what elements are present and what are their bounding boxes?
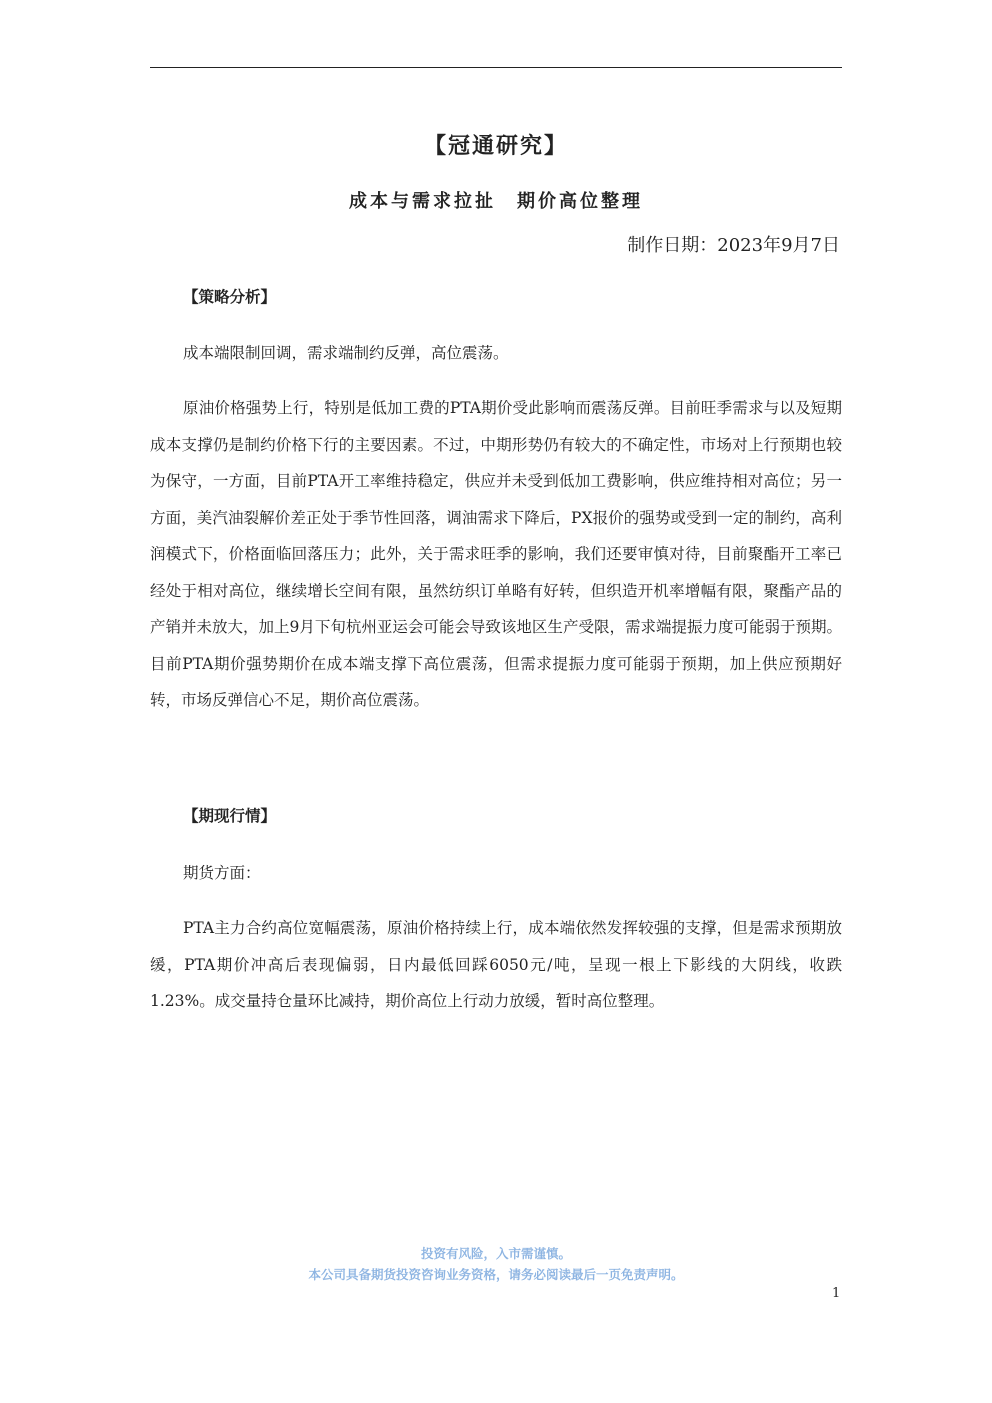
publish-date: 制作日期：2023年9月7日: [627, 235, 840, 256]
document-title: 【冠通研究】: [423, 133, 568, 159]
document-subtitle: 成本与需求拉扯 期价高位整理: [349, 191, 643, 212]
qualification-notice: 本公司具备期货投资咨询业务资格，请务必阅读最后一页免责声明。: [308, 1267, 684, 1282]
page-number: 1: [832, 1286, 841, 1301]
header-rule: [150, 67, 842, 68]
strategy-summary: 成本端限制回调，需求端制约反弹，高位震荡。: [183, 344, 509, 362]
risk-warning: 投资有风险，入市需谨慎。: [420, 1246, 571, 1261]
strategy-body: 原油价格强势上行，特别是低加工费的PTA期价受此影响而震荡反弹。目前旺季需求与以及短期成本支撑仍是制约价格下行的主要因素。不过，中期形势仍有较大的不确定性，市场对上行预期也较为保守，一方面，目前PTA开工率维持稳定，供应并未受到低加工费影响，供应维持相对高位；另一方面，美汽油裂解价差正处于季节性回落，调油需求下降后，PX报价的强势或受到一定的制约，高利润模式下，价格面临回落压力；此外，关于需求旺季的影响，我们还要审慎对待，目前聚酯开工率已经处于相对高位，继续增长空间有限，虽然纺织订单略有好转，但织造开机率增幅有限，聚酯产品的产销并未放大，加上9月下旬杭州亚运会可能会导致该地区生产受限，需求端提振力度可能弱于预期。目前PTA期价强势期价在成本端支撑下高位震荡，但需求提振力度可能弱于预期，加上供应预期好转，市场反弹信心不足，期价高位震荡。: [150, 399, 842, 709]
futures-label: 期货方面：: [183, 864, 261, 882]
futures-body: PTA主力合约高位宽幅震荡，原油价格持续上行，成本端依然发挥较强的支撑，但是需求预期放缓，PTA期价冲高后表现偏弱，日内最低回踩6050元/吨，呈现一根上下影线的大阴线，收跌1.23%。成交量持仓量环比减持，期价高位上行动力放缓，暂时高位整理。: [150, 919, 842, 1010]
section-heading-market: 【期现行情】: [183, 806, 277, 825]
section-heading-strategy: 【策略分析】: [183, 287, 277, 306]
